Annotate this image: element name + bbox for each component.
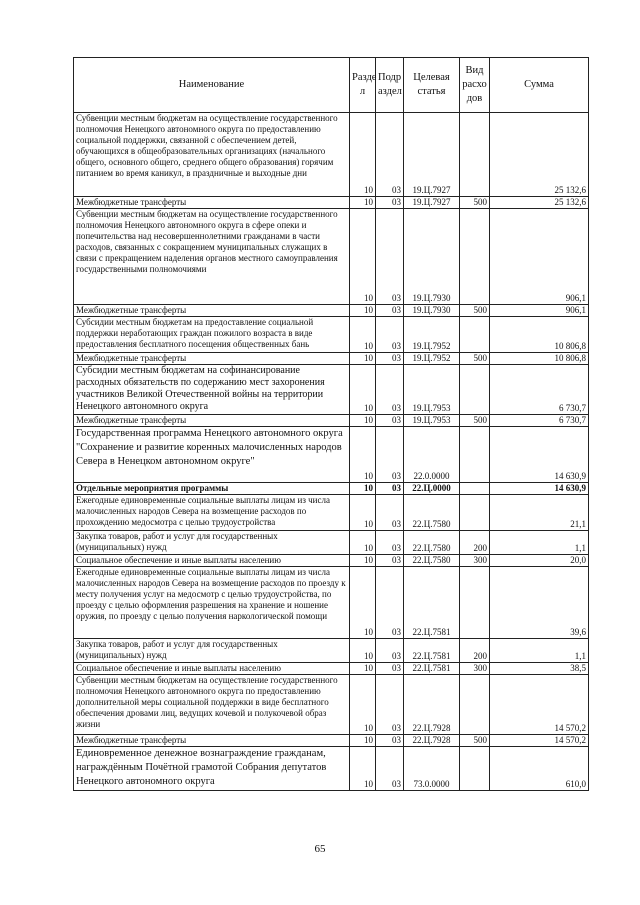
row-name: Социальное обеспечение и иные выплаты населению xyxy=(74,663,350,675)
budget-table-sheet xyxy=(73,57,588,791)
table-row xyxy=(74,427,589,483)
row-target: 22.Ц.7580 xyxy=(404,495,460,531)
row-vid xyxy=(460,747,490,791)
row-razdel: 10 xyxy=(350,483,376,495)
row-name: Субвенции местным бюджетам на осуществление государственного полномочия Ненецкого автономного округа в сфере опеки и попечительства над несовершеннолетними гражданами в части расходов, связанных с сокращением муниципальных служащих в связи с прекращением наделения органов местного самоуправления государственными полномочиями xyxy=(74,209,350,305)
row-vid xyxy=(460,113,490,197)
table-row xyxy=(74,365,589,415)
table-row xyxy=(74,639,589,663)
row-razdel: 10 xyxy=(350,735,376,747)
row-target: 22.Ц.7580 xyxy=(404,555,460,567)
row-vid: 500 xyxy=(460,305,490,317)
table-row xyxy=(74,531,589,555)
row-sum: 39,6 xyxy=(490,567,589,639)
row-sum: 6 730,7 xyxy=(490,415,589,427)
row-razdel: 10 xyxy=(350,567,376,639)
row-vid: 500 xyxy=(460,415,490,427)
row-podrazdel: 03 xyxy=(376,427,404,483)
row-target: 19.Ц.7930 xyxy=(404,209,460,305)
table-row xyxy=(74,317,589,353)
table-row xyxy=(74,567,589,639)
row-podrazdel: 03 xyxy=(376,639,404,663)
row-vid xyxy=(460,209,490,305)
row-podrazdel: 03 xyxy=(376,353,404,365)
row-name: Отдельные мероприятия программы xyxy=(74,483,350,495)
row-target: 19.Ц.7952 xyxy=(404,317,460,353)
row-sum: 1,1 xyxy=(490,639,589,663)
row-target: 22.Ц.0000 xyxy=(404,483,460,495)
row-podrazdel: 03 xyxy=(376,483,404,495)
row-name: Межбюджетные трансферты xyxy=(74,353,350,365)
table-row xyxy=(74,305,589,317)
row-sum: 906,1 xyxy=(490,305,589,317)
header-vid: Вид расхо дов xyxy=(460,58,490,113)
row-razdel: 10 xyxy=(350,427,376,483)
row-sum: 14 570,2 xyxy=(490,735,589,747)
row-razdel: 10 xyxy=(350,747,376,791)
row-sum: 1,1 xyxy=(490,531,589,555)
table-row xyxy=(74,483,589,495)
row-razdel: 10 xyxy=(350,555,376,567)
row-name: Социальное обеспечение и иные выплаты населению xyxy=(74,555,350,567)
row-target: 22.Ц.7581 xyxy=(404,663,460,675)
row-podrazdel: 03 xyxy=(376,209,404,305)
row-vid: 200 xyxy=(460,639,490,663)
row-vid xyxy=(460,427,490,483)
row-vid: 300 xyxy=(460,555,490,567)
row-target: 19.Ц.7953 xyxy=(404,365,460,415)
table-row xyxy=(74,555,589,567)
row-target: 22.0.0000 xyxy=(404,427,460,483)
row-vid: 500 xyxy=(460,735,490,747)
table-row xyxy=(74,675,589,735)
row-name: Субсидии местным бюджетам на предоставление социальной поддержки неработающих граждан пожилого возраста в виде предоставления бесплатного посещения общественных бань xyxy=(74,317,350,353)
row-name: Межбюджетные трансферты xyxy=(74,197,350,209)
row-razdel: 10 xyxy=(350,495,376,531)
row-name: Межбюджетные трансферты xyxy=(74,735,350,747)
row-razdel: 10 xyxy=(350,317,376,353)
table-row xyxy=(74,663,589,675)
row-podrazdel: 03 xyxy=(376,663,404,675)
row-vid: 500 xyxy=(460,353,490,365)
row-target: 19.Ц.7927 xyxy=(404,197,460,209)
page-number: 65 xyxy=(314,843,326,855)
row-target: 19.Ц.7930 xyxy=(404,305,460,317)
row-sum: 20,0 xyxy=(490,555,589,567)
row-vid xyxy=(460,567,490,639)
row-vid xyxy=(460,365,490,415)
table-row xyxy=(74,747,589,791)
row-name: Единовременное денежное вознаграждение гражданам, награждённым Почётной грамотой Собрания депутатов Ненецкого автономного округа xyxy=(74,747,350,791)
row-sum: 10 806,8 xyxy=(490,353,589,365)
header-target: Целевая статья xyxy=(404,58,460,113)
row-target: 22.Ц.7581 xyxy=(404,567,460,639)
row-podrazdel: 03 xyxy=(376,531,404,555)
row-name: Межбюджетные трансферты xyxy=(74,305,350,317)
row-sum: 21,1 xyxy=(490,495,589,531)
row-name: Государственная программа Ненецкого автономного округа "Сохранение и развитие коренных малочисленных народов Севера в Ненецком автономном округе" xyxy=(74,427,350,483)
row-podrazdel: 03 xyxy=(376,495,404,531)
table-header-row xyxy=(74,58,589,113)
row-target: 19.Ц.7927 xyxy=(404,113,460,197)
row-podrazdel: 03 xyxy=(376,555,404,567)
row-sum: 10 806,8 xyxy=(490,317,589,353)
row-sum: 6 730,7 xyxy=(490,365,589,415)
row-sum: 25 132,6 xyxy=(490,197,589,209)
row-podrazdel: 03 xyxy=(376,317,404,353)
row-name: Ежегодные единовременные социальные выплаты лицам из числа малочисленных народов Севера на возмещение расходов по прохождению медосмотра с целью трудоустройства xyxy=(74,495,350,531)
row-razdel: 10 xyxy=(350,663,376,675)
row-vid xyxy=(460,495,490,531)
row-podrazdel: 03 xyxy=(376,567,404,639)
header-podrazdel: Подр аздел xyxy=(376,58,404,113)
row-name: Субвенции местным бюджетам на осуществление государственного полномочия Ненецкого автономного округа по предоставлению социальной поддержки, связанной с обеспечением детей, обучающихся в общеобразовательных организациях (начального общего, основного общего, среднего общего образования) горячим питанием во время каникул, в праздничные и выходные дни xyxy=(74,113,350,197)
table-row xyxy=(74,415,589,427)
row-sum: 38,5 xyxy=(490,663,589,675)
row-razdel: 10 xyxy=(350,415,376,427)
row-sum: 14 570,2 xyxy=(490,675,589,735)
row-sum: 906,1 xyxy=(490,209,589,305)
table-row xyxy=(74,735,589,747)
row-vid xyxy=(460,675,490,735)
row-target: 22.Ц.7581 xyxy=(404,639,460,663)
header-name: Наименование xyxy=(74,58,350,113)
row-target: 19.Ц.7952 xyxy=(404,353,460,365)
row-target: 19.Ц.7953 xyxy=(404,415,460,427)
row-sum: 610,0 xyxy=(490,747,589,791)
row-vid: 500 xyxy=(460,197,490,209)
table-row xyxy=(74,353,589,365)
table-row xyxy=(74,209,589,305)
header-sum: Сумма xyxy=(490,58,589,113)
row-sum: 14 630,9 xyxy=(490,483,589,495)
row-sum: 14 630,9 xyxy=(490,427,589,483)
row-razdel: 10 xyxy=(350,113,376,197)
row-razdel: 10 xyxy=(350,305,376,317)
row-podrazdel: 03 xyxy=(376,305,404,317)
row-target: 22.Ц.7928 xyxy=(404,735,460,747)
table-row xyxy=(74,113,589,197)
row-razdel: 10 xyxy=(350,365,376,415)
row-razdel: 10 xyxy=(350,353,376,365)
row-podrazdel: 03 xyxy=(376,747,404,791)
row-podrazdel: 03 xyxy=(376,197,404,209)
row-podrazdel: 03 xyxy=(376,735,404,747)
row-vid: 200 xyxy=(460,531,490,555)
budget-table xyxy=(73,57,589,791)
row-target: 73.0.0000 xyxy=(404,747,460,791)
row-sum: 25 132,6 xyxy=(490,113,589,197)
row-vid xyxy=(460,483,490,495)
row-name: Субсидии местным бюджетам на софинансирование расходных обязательств по содержанию мест захоронения участников Великой Отечественной войны на территории Ненецкого автономного округа xyxy=(74,365,350,415)
row-razdel: 10 xyxy=(350,197,376,209)
table-row xyxy=(74,197,589,209)
row-name: Закупка товаров, работ и услуг для государственных (муниципальных) нужд xyxy=(74,531,350,555)
row-podrazdel: 03 xyxy=(376,415,404,427)
row-name: Ежегодные единовременные социальные выплаты лицам из числа малочисленных народов Севера на возмещение расходов по проезду к месту получения услуг на медосмотр с целью трудоустройства, по проезду с целью оформления разрешения на хранение и ношение оружия, по проезду с целью получения наркологической помощи xyxy=(74,567,350,639)
row-vid: 300 xyxy=(460,663,490,675)
row-razdel: 10 xyxy=(350,639,376,663)
row-target: 22.Ц.7928 xyxy=(404,675,460,735)
table-row xyxy=(74,495,589,531)
row-target: 22.Ц.7580 xyxy=(404,531,460,555)
row-podrazdel: 03 xyxy=(376,365,404,415)
row-name: Субвенции местным бюджетам на осуществление государственного полномочия Ненецкого автономного округа по предоставлению дополнительной меры социальной поддержки в виде бесплатного обеспечения дровами лиц, ведущих кочевой и полукочевой образ жизни xyxy=(74,675,350,735)
row-razdel: 10 xyxy=(350,675,376,735)
row-name: Межбюджетные трансферты xyxy=(74,415,350,427)
row-razdel: 10 xyxy=(350,209,376,305)
row-razdel: 10 xyxy=(350,531,376,555)
table-body xyxy=(74,113,589,791)
header-razdel: Разде л xyxy=(350,58,376,113)
row-podrazdel: 03 xyxy=(376,675,404,735)
row-vid xyxy=(460,317,490,353)
row-podrazdel: 03 xyxy=(376,113,404,197)
row-name: Закупка товаров, работ и услуг для государственных (муниципальных) нужд xyxy=(74,639,350,663)
